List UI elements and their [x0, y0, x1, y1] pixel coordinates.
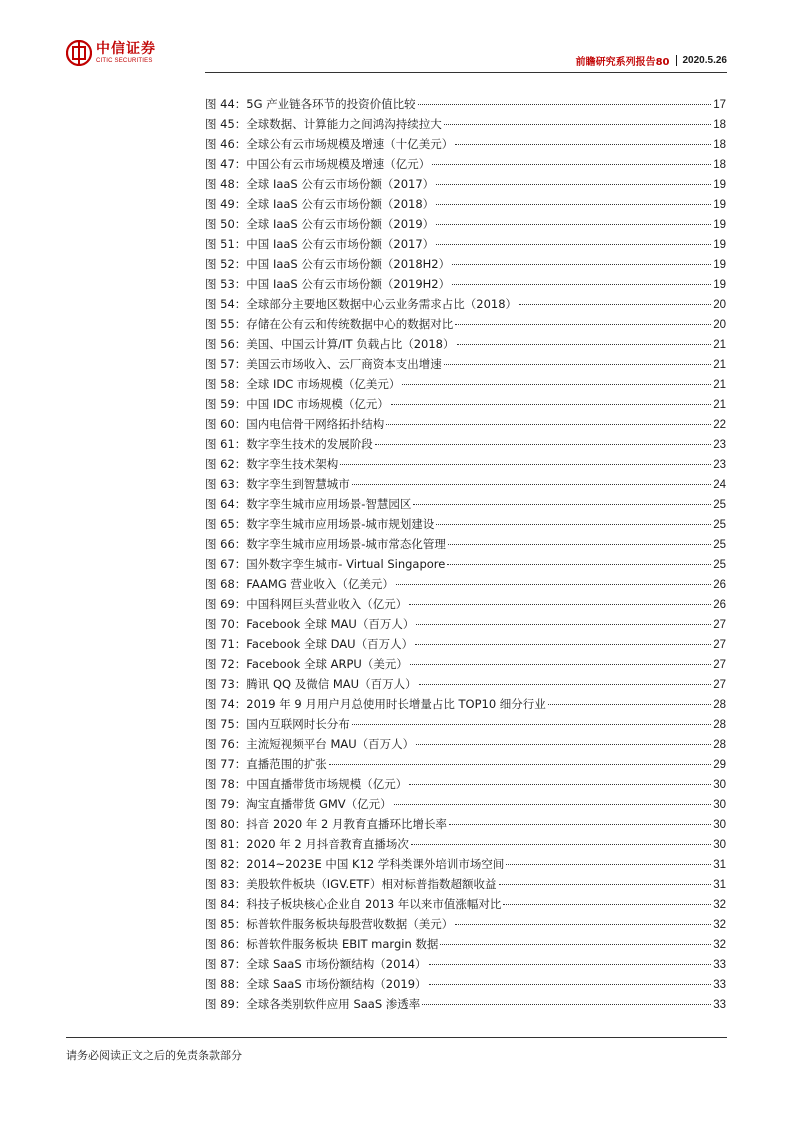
toc-entry-page[interactable]: 33	[713, 979, 726, 991]
toc-entry-page[interactable]: 19	[713, 259, 726, 271]
toc-entry-title[interactable]: 图 86：标普软件服务板块 EBIT margin 数据	[205, 937, 439, 951]
toc-entry-page[interactable]: 27	[713, 619, 726, 631]
toc-entry[interactable]	[205, 256, 726, 276]
toc-entry[interactable]	[205, 796, 726, 816]
toc-dot-leader	[411, 844, 711, 845]
toc-entry-page[interactable]: 30	[713, 819, 726, 831]
toc-entry-page[interactable]: 19	[713, 219, 726, 231]
toc-entry[interactable]	[205, 616, 726, 636]
toc-entry-page[interactable]: 32	[713, 939, 726, 951]
toc-entry-title[interactable]: 图 75：国内互联网时长分布	[205, 717, 350, 731]
toc-dot-leader	[448, 544, 711, 545]
toc-entry-page[interactable]: 26	[713, 579, 726, 591]
toc-dot-leader	[506, 864, 711, 865]
toc-dot-leader	[457, 344, 712, 345]
toc-entry-title[interactable]: 图 64：数字孪生城市应用场景-智慧园区	[205, 497, 412, 511]
toc-dot-leader	[375, 444, 711, 445]
toc-entry-title[interactable]: 图 52：中国 IaaS 公有云市场份额（2018H2）	[205, 257, 451, 271]
toc-dot-leader	[429, 984, 712, 985]
report-header	[576, 53, 727, 68]
toc-entry-title[interactable]: 图 48：全球 IaaS 公有云市场份额（2017）	[205, 177, 435, 191]
toc-entry-page[interactable]: 25	[713, 539, 726, 551]
toc-dot-leader	[422, 1004, 711, 1005]
toc-entry-page[interactable]: 28	[713, 739, 726, 751]
toc-dot-leader	[436, 524, 711, 525]
toc-entry-title[interactable]: 图 47：中国公有云市场规模及增速（亿元）	[205, 157, 431, 171]
toc-entry-page[interactable]: 30	[713, 779, 726, 791]
toc-entry-title[interactable]: 图 44：5G 产业链各环节的投资价值比较	[205, 97, 416, 111]
toc-entry-title[interactable]: 图 67：国外数字孪生城市- Virtual Singapore	[205, 557, 446, 571]
toc-entry-title[interactable]: 图 89：全球各类别软件应用 SaaS 渗透率	[205, 997, 421, 1011]
toc-entry-page[interactable]: 25	[713, 519, 726, 531]
toc-entry[interactable]	[205, 436, 726, 456]
toc-entry-page[interactable]: 19	[713, 199, 726, 211]
toc-dot-leader	[402, 384, 711, 385]
toc-dot-leader	[391, 404, 711, 405]
toc-entry-page[interactable]: 19	[713, 279, 726, 291]
toc-dot-leader	[413, 504, 711, 505]
toc-entry-title[interactable]: 图 78：中国直播带货市场规模（亿元）	[205, 777, 408, 791]
toc-dot-leader	[415, 644, 711, 645]
toc-dot-leader	[455, 924, 711, 925]
toc-entry-page[interactable]: 32	[713, 899, 726, 911]
toc-entry[interactable]	[205, 776, 726, 796]
logo-cn-text: 中信证券	[96, 40, 156, 57]
toc-entry[interactable]	[205, 116, 726, 136]
toc-entry-page[interactable]: 29	[713, 759, 726, 771]
toc-dot-leader	[396, 584, 711, 585]
toc-entry-title[interactable]: 图 59：中国 IDC 市场规模（亿元）	[205, 397, 389, 411]
toc-entry-title[interactable]: 图 55：存储在公有云和传统数据中心的数据对比	[205, 317, 454, 331]
toc-entry[interactable]	[205, 876, 726, 896]
toc-dot-leader	[444, 364, 711, 365]
toc-entry[interactable]	[205, 636, 726, 656]
toc-entry-title[interactable]: 图 60：国内电信骨干网络拓扑结构	[205, 417, 385, 431]
toc-entry-page[interactable]: 23	[713, 459, 726, 471]
toc-entry-page[interactable]: 21	[713, 379, 726, 391]
toc-entry[interactable]	[205, 696, 726, 716]
footer-disclaimer: 请务必阅读正文之后的免责条款部分	[66, 1049, 242, 1062]
toc-entry-page[interactable]: 24	[713, 479, 726, 491]
toc-entry-page[interactable]: 31	[713, 859, 726, 871]
report-series: 前瞻研究系列报告80	[575, 57, 670, 68]
toc-entry-page[interactable]: 25	[713, 559, 726, 571]
toc-entry[interactable]	[205, 756, 726, 776]
toc-entry-title[interactable]: 图 71：Facebook 全球 DAU（百万人）	[205, 637, 414, 651]
toc-entry-title[interactable]: 图 85：标普软件服务板块每股营收数据（美元）	[205, 917, 454, 931]
toc-dot-leader	[548, 704, 711, 705]
toc-entry-page[interactable]: 18	[713, 159, 726, 171]
report-date: 2020.5.26	[682, 55, 727, 66]
toc-entry[interactable]	[205, 136, 726, 156]
toc-dot-leader	[410, 664, 711, 665]
toc-entry-page[interactable]: 21	[713, 339, 726, 351]
toc-dot-leader	[452, 264, 711, 265]
toc-entry-title[interactable]: 图 68：FAAMG 营业收入（亿美元）	[205, 577, 394, 591]
toc-entry-title[interactable]: 图 77：直播范围的扩张	[205, 757, 327, 771]
toc-entry-title[interactable]: 图 81：2020 年 2 月抖音教育直播场次	[205, 837, 409, 851]
toc-entry[interactable]	[205, 656, 726, 676]
toc-entry[interactable]	[205, 956, 726, 976]
toc-entry-page[interactable]: 30	[713, 799, 726, 811]
toc-entry-page[interactable]: 32	[713, 919, 726, 931]
toc-dot-leader	[449, 824, 711, 825]
toc-entry-title[interactable]: 图 66：数字孪生城市应用场景-城市常态化管理	[205, 537, 446, 551]
toc-entry-page[interactable]: 17	[713, 99, 726, 111]
toc-entry[interactable]	[205, 96, 726, 116]
toc-entry-page[interactable]: 28	[713, 699, 726, 711]
toc-dot-leader	[409, 604, 711, 605]
toc-entry-title[interactable]: 图 70：Facebook 全球 MAU（百万人）	[205, 617, 415, 631]
toc-entry-page[interactable]: 22	[713, 419, 726, 431]
toc-entry-title[interactable]: 图 82：2014~2023E 中国 K12 学科类课外培训市场空间	[205, 857, 505, 871]
toc-entry-page[interactable]: 19	[713, 239, 726, 251]
toc-entry[interactable]	[205, 976, 726, 996]
figure-list	[205, 96, 726, 1016]
toc-dot-leader	[394, 804, 712, 805]
toc-entry-page[interactable]: 18	[713, 139, 726, 151]
toc-entry-title[interactable]: 图 53：中国 IaaS 公有云市场份额（2019H2）	[205, 277, 451, 291]
toc-entry-title[interactable]: 图 84：科技子板块核心企业自 2013 年以来市值涨幅对比	[205, 897, 502, 911]
toc-entry-page[interactable]: 33	[713, 999, 726, 1011]
toc-entry[interactable]	[205, 536, 726, 556]
toc-entry-page[interactable]: 31	[713, 879, 726, 891]
toc-entry[interactable]	[205, 736, 726, 756]
toc-dot-leader	[409, 784, 711, 785]
toc-entry-page[interactable]: 27	[713, 679, 726, 691]
toc-entry[interactable]	[205, 936, 726, 956]
toc-entry-page[interactable]: 19	[713, 179, 726, 191]
toc-entry[interactable]	[205, 716, 726, 736]
toc-entry-title[interactable]: 图 61：数字孪生技术的发展阶段	[205, 437, 373, 451]
toc-entry[interactable]	[205, 576, 726, 596]
toc-entry[interactable]	[205, 396, 726, 416]
toc-dot-leader	[386, 424, 711, 425]
toc-dot-leader	[455, 324, 711, 325]
toc-entry-title[interactable]: 图 88：全球 SaaS 市场份额结构（2019）	[205, 977, 427, 991]
toc-entry-title[interactable]: 图 83：美股软件板块（IGV.ETF）相对标普指数超额收益	[205, 877, 497, 891]
toc-entry[interactable]	[205, 856, 726, 876]
toc-dot-leader	[436, 244, 711, 245]
toc-dot-leader	[440, 944, 711, 945]
toc-entry[interactable]	[205, 556, 726, 576]
header-rule	[205, 72, 727, 73]
footer-rule	[66, 1037, 727, 1038]
toc-entry[interactable]	[205, 836, 726, 856]
toc-entry[interactable]	[205, 516, 726, 536]
toc-entry-page[interactable]: 18	[713, 119, 726, 131]
toc-entry[interactable]	[205, 296, 726, 316]
toc-dot-leader	[416, 624, 711, 625]
toc-entry[interactable]	[205, 276, 726, 296]
toc-dot-leader	[452, 284, 711, 285]
toc-dot-leader	[499, 884, 712, 885]
toc-dot-leader	[436, 224, 711, 225]
toc-entry-title[interactable]: 图 79：淘宝直播带货 GMV（亿元）	[205, 797, 392, 811]
toc-entry-title[interactable]: 图 49：全球 IaaS 公有云市场份额（2018）	[205, 197, 435, 211]
toc-dot-leader	[329, 764, 711, 765]
toc-entry-title[interactable]: 图 80：抖音 2020 年 2 月教育直播环比增长率	[205, 817, 447, 831]
toc-entry-title[interactable]: 图 73：腾讯 QQ 及微信 MAU（百万人）	[205, 677, 417, 691]
citic-logo-icon	[66, 40, 92, 66]
toc-entry[interactable]	[205, 236, 726, 256]
toc-entry[interactable]	[205, 176, 726, 196]
toc-entry-title[interactable]: 图 50：全球 IaaS 公有云市场份额（2019）	[205, 217, 435, 231]
toc-dot-leader	[352, 724, 711, 725]
toc-entry-title[interactable]: 图 56：美国、中国云计算/IT 负载占比（2018）	[205, 337, 455, 351]
toc-entry[interactable]	[205, 816, 726, 836]
toc-dot-leader	[432, 164, 711, 165]
toc-entry-page[interactable]: 28	[713, 719, 726, 731]
toc-dot-leader	[429, 964, 712, 965]
toc-entry[interactable]	[205, 496, 726, 516]
toc-dot-leader	[455, 144, 711, 145]
toc-dot-leader	[418, 104, 712, 105]
toc-entry-title[interactable]: 图 63：数字孪生到智慧城市	[205, 477, 350, 491]
toc-entry[interactable]	[205, 336, 726, 356]
toc-entry-title[interactable]: 图 72：Facebook 全球 ARPU（美元）	[205, 657, 408, 671]
citic-logo	[66, 40, 156, 66]
header-separator	[676, 55, 677, 66]
toc-dot-leader	[340, 464, 711, 465]
toc-entry-page[interactable]: 23	[713, 439, 726, 451]
toc-dot-leader	[436, 184, 711, 185]
toc-entry-title[interactable]: 图 54：全球部分主要地区数据中心云业务需求占比（2018）	[205, 297, 518, 311]
toc-dot-leader	[419, 684, 712, 685]
toc-entry[interactable]	[205, 356, 726, 376]
toc-entry[interactable]	[205, 596, 726, 616]
toc-entry-title[interactable]: 图 65：数字孪生城市应用场景-城市规划建设	[205, 517, 435, 531]
toc-entry-page[interactable]: 20	[713, 299, 726, 311]
toc-entry-title[interactable]: 图 69：中国科网巨头营业收入（亿元）	[205, 597, 408, 611]
toc-dot-leader	[444, 124, 711, 125]
toc-entry[interactable]	[205, 376, 726, 396]
toc-dot-leader	[503, 904, 711, 905]
toc-entry[interactable]	[205, 676, 726, 696]
toc-entry[interactable]	[205, 156, 726, 176]
toc-entry-page[interactable]: 21	[713, 359, 726, 371]
toc-entry-page[interactable]: 20	[713, 319, 726, 331]
toc-entry-title[interactable]: 图 74：2019 年 9 月用户月总使用时长增量占比 TOP10 细分行业	[205, 697, 546, 711]
toc-entry-title[interactable]: 图 45：全球数据、计算能力之间鸿沟持续拉大	[205, 117, 442, 131]
toc-entry-page[interactable]: 30	[713, 839, 726, 851]
toc-entry-title[interactable]: 图 62：数字孪生技术架构	[205, 457, 339, 471]
toc-dot-leader	[352, 484, 711, 485]
toc-dot-leader	[416, 744, 711, 745]
toc-entry[interactable]	[205, 996, 726, 1016]
toc-dot-leader	[447, 564, 711, 565]
toc-dot-leader	[519, 304, 711, 305]
toc-entry[interactable]	[205, 416, 726, 436]
toc-entry[interactable]	[205, 216, 726, 236]
toc-entry-page[interactable]: 25	[713, 499, 726, 511]
toc-entry[interactable]	[205, 316, 726, 336]
toc-entry-page[interactable]: 26	[713, 599, 726, 611]
toc-entry-page[interactable]: 27	[713, 659, 726, 671]
logo-en-text: CITIC SECURITIES	[96, 57, 153, 64]
toc-entry-title[interactable]: 图 57：美国云市场收入、云厂商资本支出增速	[205, 357, 442, 371]
toc-entry[interactable]	[205, 916, 726, 936]
toc-entry-page[interactable]: 27	[713, 639, 726, 651]
toc-entry-title[interactable]: 图 76：主流短视频平台 MAU（百万人）	[205, 737, 415, 751]
toc-entry-page[interactable]: 33	[713, 959, 726, 971]
toc-entry-page[interactable]: 21	[713, 399, 726, 411]
toc-entry[interactable]	[205, 896, 726, 916]
toc-entry-title[interactable]: 图 51：中国 IaaS 公有云市场份额（2017）	[205, 237, 435, 251]
toc-dot-leader	[436, 204, 711, 205]
toc-entry[interactable]	[205, 476, 726, 496]
toc-entry-title[interactable]: 图 87：全球 SaaS 市场份额结构（2014）	[205, 957, 427, 971]
toc-entry[interactable]	[205, 196, 726, 216]
toc-entry[interactable]	[205, 456, 726, 476]
toc-entry-title[interactable]: 图 58：全球 IDC 市场规模（亿美元）	[205, 377, 401, 391]
toc-entry-title[interactable]: 图 46：全球公有云市场规模及增速（十亿美元）	[205, 137, 454, 151]
